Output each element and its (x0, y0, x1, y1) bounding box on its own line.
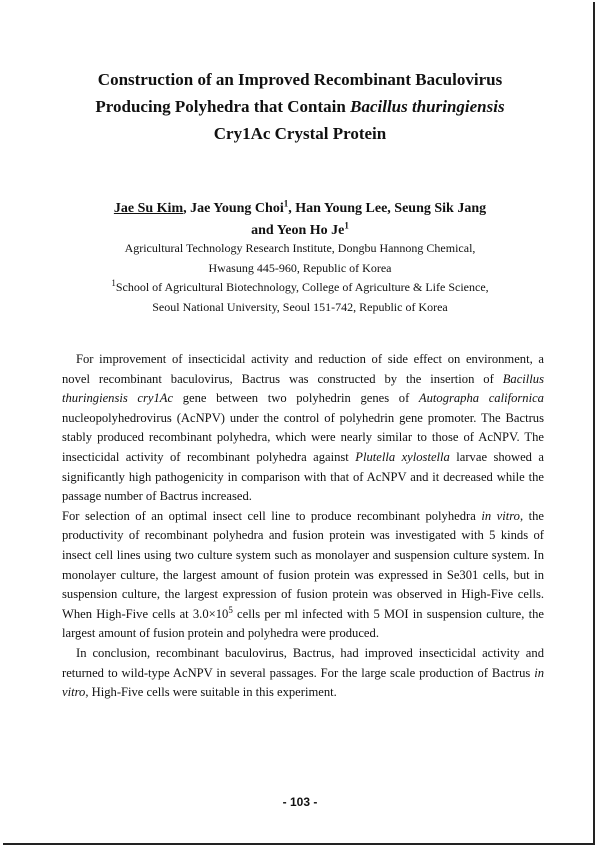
abstract-paragraph-2 (62, 507, 544, 644)
affiliation-line: Hwasung 445-960, Republic of Korea (208, 260, 392, 275)
abstract-italic: Autographa californica (418, 391, 544, 406)
abstract-superscript: 5 (228, 604, 233, 615)
author-list (40, 198, 560, 242)
author-separator: , (288, 201, 296, 216)
paper-title (40, 66, 560, 147)
abstract-paragraph-3 (62, 644, 544, 703)
affiliation-text: School of Agricultural Biotechnology, College of Agriculture & Life Science, (115, 280, 489, 294)
abstract-text: In conclusion, recombinant baculovirus, Bactrus, had improved insecticidal activity and returned to wild-type AcNPV in several passages. For the large scale production of Bactrus (62, 645, 544, 680)
title-species-name: Bacillus thuringiensis (350, 97, 505, 116)
abstract-text: gene between two polyhedrin genes of (173, 391, 419, 406)
abstract-italic: in vitro (62, 665, 544, 700)
abstract-text: nucleopolyhedrovirus (AcNPV) under the control of polyhedrin gene promoter. The Bactrus stably produced recombinant polyhedra, which were nearly similar to those of AcNPV. The insecticidal activity of recombinant polyhedra against (62, 410, 544, 464)
affiliations (40, 239, 560, 317)
abstract-text: For selection of an optimal insect cell line to produce recombinant polyhedra (62, 508, 482, 523)
author-name: Yeon Ho Je (276, 223, 345, 238)
abstract-text: , High-Five cells were suitable in this experiment. (85, 685, 337, 700)
affiliation-line: Seoul National University, Seoul 151-742, Republic of Korea (152, 299, 448, 314)
abstract-paragraph-1 (62, 350, 544, 507)
author-separator: , (387, 201, 395, 216)
authors-line-1 (40, 198, 560, 220)
affiliation-line (40, 278, 560, 298)
affiliation-mark: 1 (111, 278, 116, 288)
author-separator: , (183, 201, 191, 216)
abstract-text: cells per ml infected with 5 MOI in suspension culture, the largest amount of fusion protein and polyhedra were produced. (62, 606, 544, 641)
author-name: Han Young Lee (295, 201, 388, 216)
title-line-3: Cry1Ac Crystal Protein (213, 124, 387, 143)
abstract-italic: Plutella xylostella (355, 449, 450, 464)
page-number: - 103 - (282, 795, 318, 809)
affiliation-line: Agricultural Technology Research Institute, Dongbu Hannong Chemical, (124, 241, 476, 255)
abstract-body (62, 350, 544, 703)
author-presenting: Jae Su Kim (113, 201, 184, 216)
author-name: Seung Sik Jang (394, 201, 487, 216)
abstract-text: larvae showed a significantly high pathogenicity in comparison with that of AcNPV and it decreased while the passage number of Bactrus increased. (62, 449, 544, 504)
abstract-italic: in vitro (481, 508, 520, 523)
abstract-italic: Bacillus thuringiensis cry1Ac (62, 371, 544, 406)
title-line-2-text: Producing Polyhedra that Contain (95, 97, 351, 116)
author-conjunction: and (251, 223, 277, 238)
abstract-text: , the productivity of recombinant polyhedra and fusion protein was investigated with 5 kinds of insect cell lines using two culture system such as monolayer and suspension culture system. In monolayer culture, the largest amount of fusion protein was expressed in Se301 cells, but in suspension culture, the largest expression of fusion protein was observed in High-Five cells. When High-Five cells at 3.0×10 (62, 508, 544, 621)
author-name: Jae Young Choi (190, 201, 284, 216)
title-line-2 (40, 93, 560, 120)
title-line-1: Construction of an Improved Recombinant Baculovirus (97, 70, 503, 89)
author-affiliation-mark: 1 (344, 220, 349, 231)
abstract-text: For improvement of insecticidal activity and reduction of side effect on environment, a novel recombinant baculovirus, Bactrus was constructed by the insertion of (62, 352, 544, 386)
author-affiliation-mark: 1 (283, 198, 289, 209)
